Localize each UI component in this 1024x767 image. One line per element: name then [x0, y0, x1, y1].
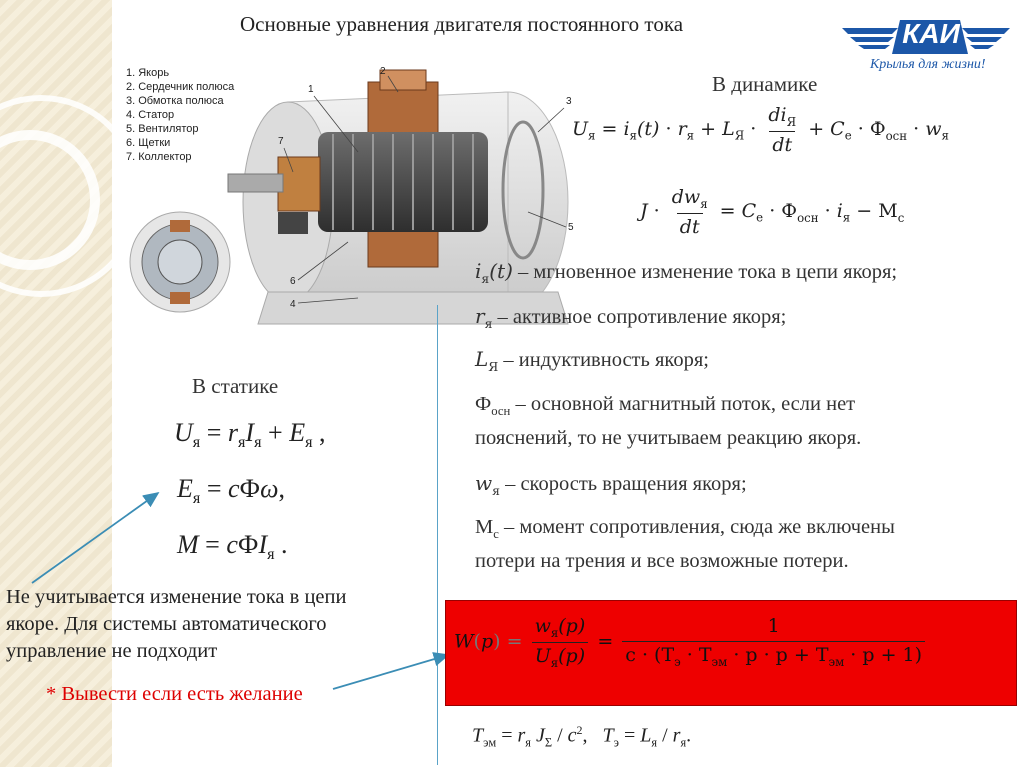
definition-resistance: $r_я$ – активное сопротивление якоря; — [475, 304, 787, 331]
definition-text: – скорость вращения якоря; — [505, 473, 747, 495]
logo-tagline: Крылья для жизни! — [870, 57, 986, 72]
definition-text: – момент сопротивления, сюда же включены — [504, 516, 895, 538]
definition-speed: $w_я$ – скорость вращения якоря; — [475, 471, 747, 498]
definition-text: пояснений, то не учитываем реакцию якоря. — [475, 427, 862, 450]
legend-item: 6. Щетки — [126, 137, 171, 149]
voltage-equation-dynamic: $U_я = i_я(t) \cdot r_я + L_Я$ · $\frac{di_Я}{dt}$ + $C_е \cdot Ф_{осн} \cdot w_я$ — [572, 104, 949, 156]
note-line: управление не подходит — [6, 640, 218, 662]
definition-text: – мгновенное изменение тока в цепи якоря; — [518, 261, 898, 283]
definition-text: потери на трения и все возможные потери. — [475, 550, 849, 573]
callout-label: 5 — [568, 222, 574, 233]
transfer-function-box — [445, 600, 1017, 706]
transfer-function: W(p) = $\frac{w_я(p)}{U_я(p)}$ = $\frac{1}{c \cdot (T_э \cdot T_{эм} \cdot p \cdot p + T_{эм} \cdot p + 1)}$ — [454, 615, 928, 670]
legend-item: 7. Коллектор — [126, 151, 192, 163]
callout-label: 4 — [290, 299, 296, 310]
star-note: * Вывести если есть желание — [46, 683, 303, 705]
legend-item: 3. Обмотка полюса — [126, 95, 224, 107]
emf-equation-static: $E_я = cФ\omega$, — [177, 474, 285, 508]
definition-flux: $Ф_{осн}$ – основной магнитный поток, если нет пояснений, то не учитываем реакцию якоря. — [475, 393, 862, 450]
slide-title: Основные уравнения двигателя постоянного тока — [240, 12, 684, 36]
note-line: якоре. Для системы автоматического — [6, 613, 327, 635]
torque-equation-dynamic: J · $\frac{dw_я}{dt}$ = $C_е \cdot Ф_{осн} \cdot i_я - М_с$ — [640, 186, 905, 238]
arrow-to-emf — [32, 493, 158, 583]
callout-label: 3 — [566, 96, 572, 107]
note-text — [6, 584, 436, 665]
legend-item: 4. Статор — [126, 109, 175, 121]
callout-label: 7 — [278, 136, 284, 147]
definition-text: – индуктивность якоря; — [503, 349, 709, 371]
statics-heading: В статике — [192, 374, 279, 398]
time-constants: $T_{эм} = r_я$ $J_\Sigma / c^2$, $T_э = L_я / r_я$. — [472, 723, 692, 750]
callout-label: 1 — [308, 84, 314, 95]
callout-label: 2 — [380, 66, 386, 77]
legend-item: 5. Вентилятор — [126, 123, 199, 135]
logo-name: КАИ — [902, 18, 960, 49]
legend-item: 2. Сердечник полюса — [126, 81, 235, 93]
legend-item: 1. Якорь — [126, 67, 170, 79]
definition-inductance: $L_Я$ – индуктивность якоря; — [475, 347, 709, 374]
definition-load-torque: $М_с$ – момент сопротивления, сюда же включены потери на трения и все возможные потери. — [475, 516, 895, 573]
definition-text: – активное сопротивление якоря; — [497, 306, 787, 328]
definition-current: $i_я(t)$ – мгновенное изменение тока в цепи якоря; — [475, 259, 898, 286]
voltage-equation-static: $U_я = r_яI_я + E_я$ , — [174, 418, 326, 452]
dynamics-heading: В динамике — [712, 72, 818, 96]
callout-label: 6 — [290, 276, 296, 287]
definition-text: – основной магнитный поток, если нет — [515, 393, 856, 415]
torque-equation-static: M = cФI$_я$ . — [177, 530, 288, 564]
note-line: Не учитывается изменение тока в цепи — [6, 586, 347, 608]
